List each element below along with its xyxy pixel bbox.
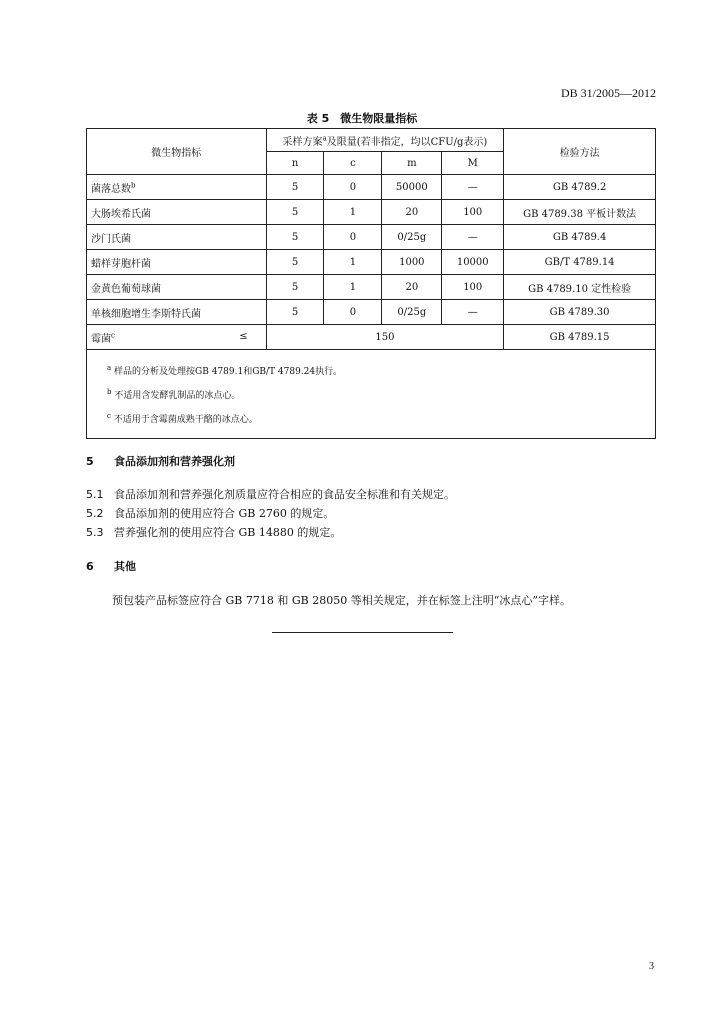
row-name: 沙门氏菌 — [87, 225, 267, 250]
table-row — [87, 250, 656, 275]
row-name: 单核细胞增生李斯特氏菌 — [87, 300, 267, 325]
end-rule — [272, 632, 453, 633]
row-c: 0 — [324, 225, 382, 250]
clause-5-1: 5.1 食品添加剂和营养强化剂质量应符合相应的食品安全标准和有关规定。 — [86, 488, 455, 501]
row-name: 蜡样芽胞杆菌 — [87, 250, 267, 275]
microbial-limits-table — [86, 128, 656, 439]
row-name: 金黄色葡萄球菌 — [87, 275, 267, 300]
table-notes — [87, 350, 656, 439]
table-note: $^c$ 不适用于含霉菌成熟干酪的冰点心。 — [107, 412, 258, 425]
header-c: c — [324, 152, 382, 175]
table-title: 表 5 微生物限量指标 — [306, 112, 418, 125]
row-m: 1000 — [382, 250, 442, 275]
header-m: m — [382, 152, 442, 175]
header-method: 检验方法 — [504, 129, 656, 175]
row-method: GB 4789.15 — [504, 325, 656, 350]
row-m: 0/25g — [382, 300, 442, 325]
row-c: 1 — [324, 200, 382, 225]
row-method: GB 4789.4 — [504, 225, 656, 250]
section-6-heading: 6 其他 — [86, 560, 136, 573]
row-c: 0 — [324, 175, 382, 200]
row-method: GB 4789.30 — [504, 300, 656, 325]
row-n: 5 — [266, 300, 324, 325]
table-note: $^b$ 不适用含发酵乳制品的冰点心。 — [107, 388, 241, 401]
row-m: 50000 — [382, 175, 442, 200]
table-row-mold — [87, 325, 656, 350]
page-number: 3 — [649, 961, 654, 972]
table-row — [87, 225, 656, 250]
row-method: GB/T 4789.14 — [504, 250, 656, 275]
row-c: 1 — [324, 275, 382, 300]
document-code: DB 31/2005—2012 — [560, 86, 656, 100]
row-M: — — [442, 225, 504, 250]
table-row — [87, 275, 656, 300]
table-row — [87, 200, 656, 225]
row-m: 20 — [382, 200, 442, 225]
row-m: 0/25g — [382, 225, 442, 250]
row-method: GB 4789.10 定性检验 — [504, 275, 656, 300]
row-method: GB 4789.2 — [504, 175, 656, 200]
row-n: 5 — [266, 200, 324, 225]
row-M: 100 — [442, 275, 504, 300]
section-5-heading: 5 食品添加剂和营养强化剂 — [86, 455, 235, 468]
row-name: 菌落总数$^b$ — [87, 175, 267, 200]
row-name: 大肠埃希氏菌 — [87, 200, 267, 225]
header-indicator: 微生物指标 — [87, 129, 267, 175]
row-n: 5 — [266, 225, 324, 250]
section-6-text: 预包装产品标签应符合 GB 7718 和 GB 28050 等相关规定，并在标签上注明“冰点心”字样。 — [112, 594, 571, 607]
table-row — [87, 175, 656, 200]
row-c: 0 — [324, 300, 382, 325]
row-name: 霉菌$^c$ ≤ — [87, 325, 267, 350]
row-n: 5 — [266, 275, 324, 300]
header-M: M — [442, 152, 504, 175]
row-M: — — [442, 175, 504, 200]
table-row — [87, 300, 656, 325]
less-equal-sign: ≤ — [239, 331, 248, 342]
row-M: 100 — [442, 200, 504, 225]
header-n: n — [266, 152, 324, 175]
mold-value: 150 — [266, 325, 504, 350]
row-m: 20 — [382, 275, 442, 300]
row-c: 1 — [324, 250, 382, 275]
header-sampling: 采样方案$^a$及限量(若非指定，均以CFU/g表示) — [266, 129, 504, 152]
clause-5-3: 5.3 营养强化剂的使用应符合 GB 14880 的规定。 — [86, 526, 342, 539]
row-n: 5 — [266, 250, 324, 275]
row-n: 5 — [266, 175, 324, 200]
row-M: — — [442, 300, 504, 325]
table-note: $^a$ 样品的分析及处理按GB 4789.1和GB/T 4789.24执行。 — [107, 364, 343, 377]
row-M: 10000 — [442, 250, 504, 275]
clause-5-2: 5.2 食品添加剂的使用应符合 GB 2760 的规定。 — [86, 507, 335, 520]
row-method: GB 4789.38 平板计数法 — [504, 200, 656, 225]
